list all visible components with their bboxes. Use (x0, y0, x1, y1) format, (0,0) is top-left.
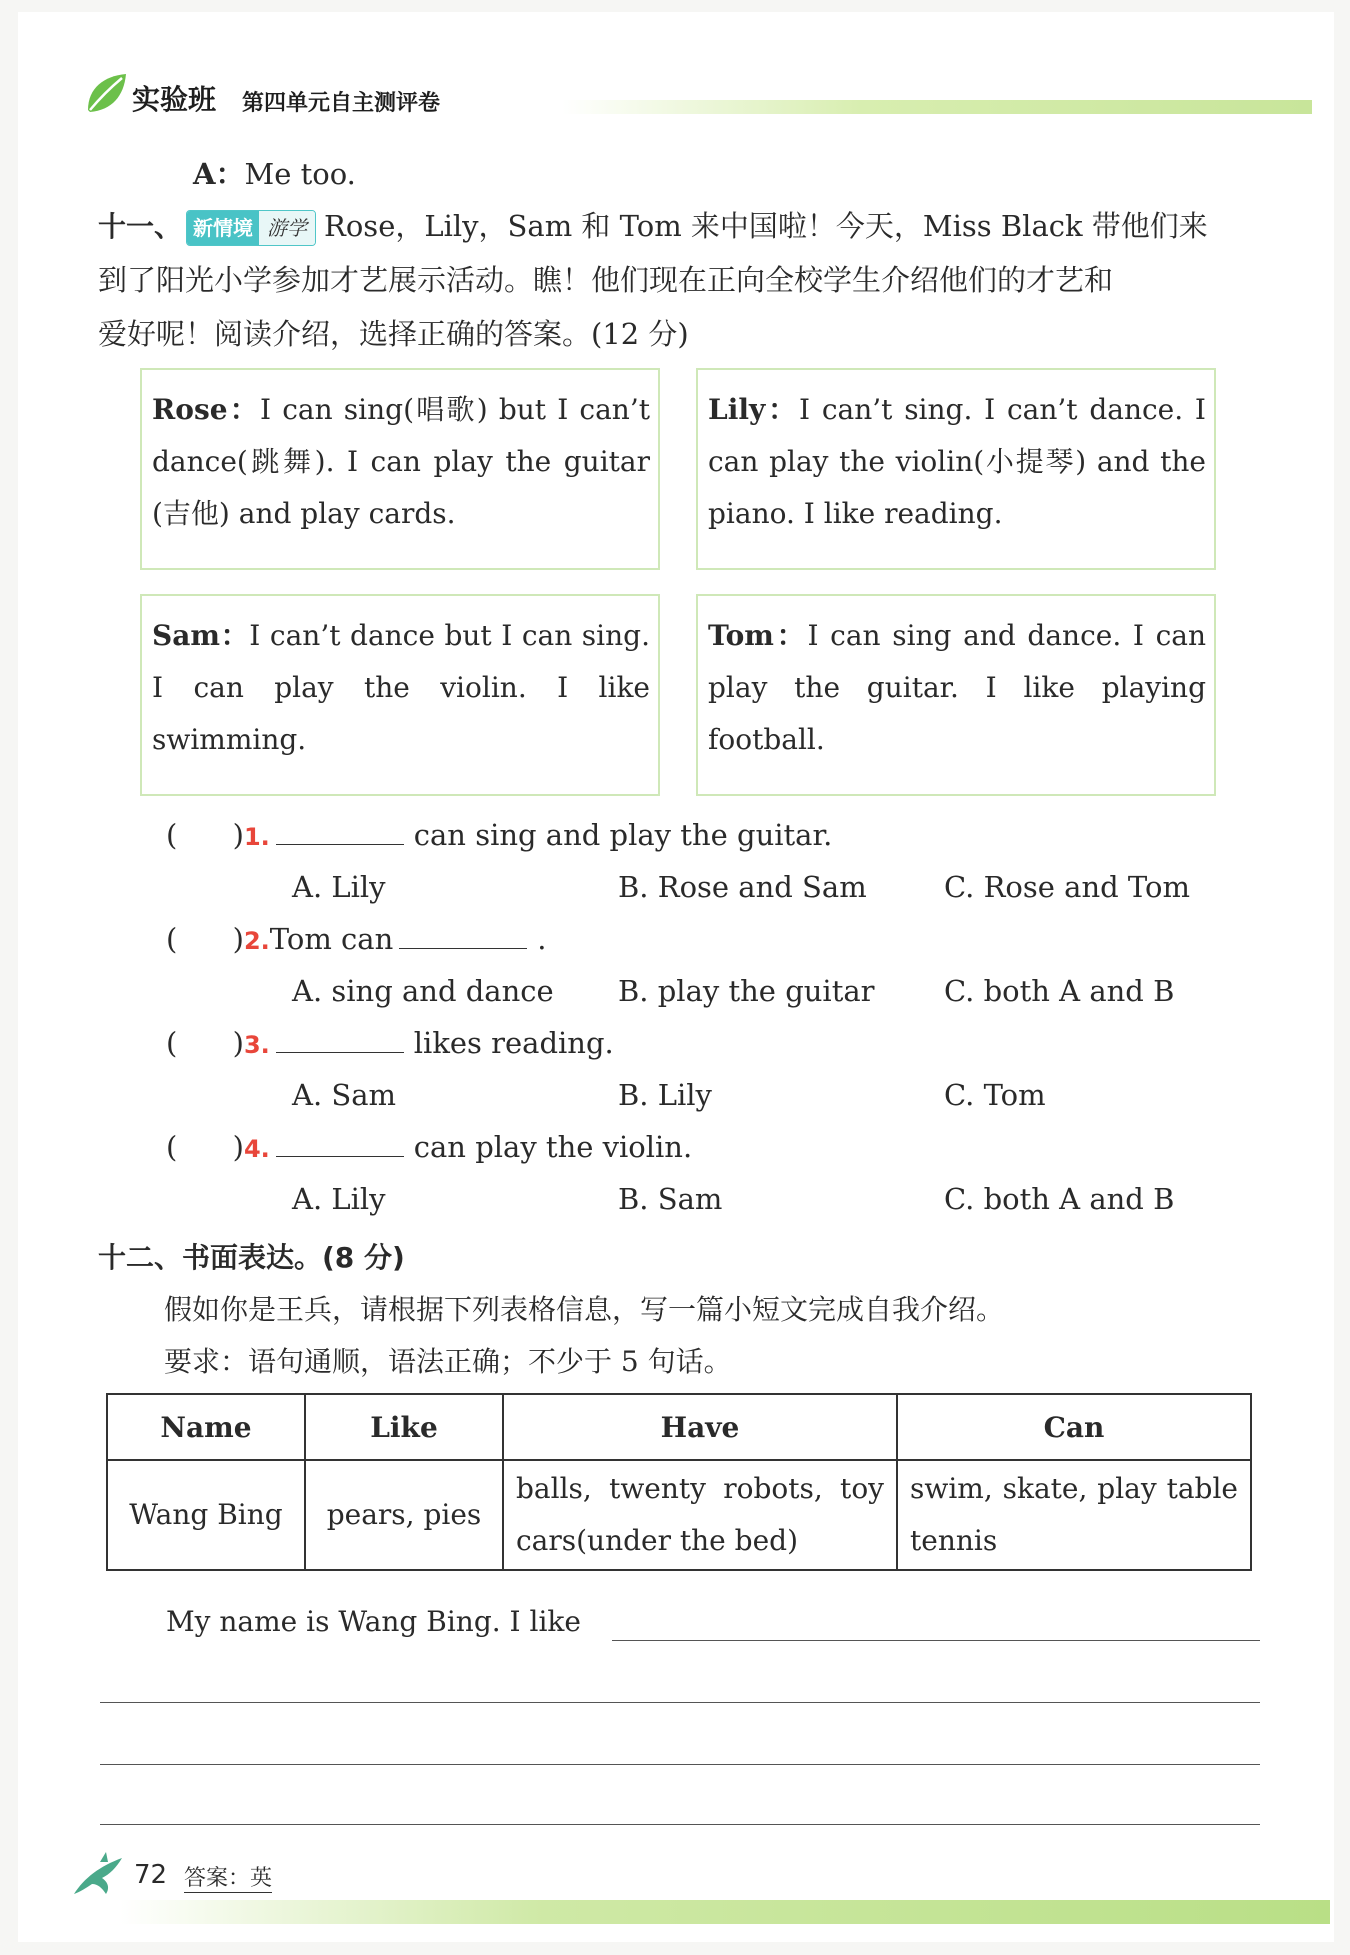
unit-title: 第四单元自主测评卷 (242, 91, 441, 116)
option-c[interactable]: C. both A and B (944, 974, 1175, 1008)
question-suffix: can play the violin. (413, 1130, 693, 1164)
question-number: 1. (243, 823, 270, 851)
answer-blank[interactable] (276, 1028, 404, 1053)
table-header: Can (897, 1394, 1251, 1460)
badge-new: 新情境 (187, 211, 259, 245)
option-a[interactable]: A. Sam (292, 1078, 397, 1112)
option-c[interactable]: C. both A and B (944, 1182, 1175, 1216)
writing-line[interactable] (612, 1640, 1260, 1641)
card-name: Lily： (708, 393, 799, 426)
writing-line[interactable] (100, 1824, 1260, 1825)
answer-bracket[interactable]: ( ) (166, 818, 244, 852)
question-number: 4. (243, 1135, 270, 1163)
writing-starter: My name is Wang Bing. I like (166, 1605, 581, 1638)
card-name: Sam： (152, 619, 250, 652)
question-suffix: can sing and play the guitar. (413, 818, 833, 852)
header-stripe (562, 100, 1312, 114)
card-tom (696, 594, 1216, 796)
section11-number: 十一、 (98, 210, 183, 243)
info-table (106, 1393, 1252, 1571)
option-a[interactable]: A. Lily (292, 1182, 386, 1216)
table-cell: balls, twenty robots, toy cars(under the bed) (503, 1460, 897, 1570)
option-c[interactable]: C. Rose and Tom (944, 870, 1190, 904)
question-number: 2. (243, 927, 270, 955)
option-b[interactable]: B. Lily (618, 1078, 712, 1112)
brand-title: 实验班 (132, 83, 217, 116)
speaker-label: A： (193, 157, 245, 191)
table-cell: pears, pies (305, 1460, 503, 1570)
answer-bracket[interactable]: ( ) (166, 1130, 244, 1164)
section12-title: 十二、书面表达。(8 分) (98, 1241, 405, 1274)
question-prefix: Tom can (269, 922, 394, 956)
answer-blank[interactable] (276, 1132, 404, 1157)
option-c[interactable]: C. Tom (944, 1078, 1046, 1112)
table-header: Like (305, 1394, 503, 1460)
answer-bracket[interactable]: ( ) (166, 1026, 244, 1060)
section11-heading (98, 204, 1208, 246)
writing-line[interactable] (100, 1702, 1260, 1703)
option-b[interactable]: B. Rose and Sam (618, 870, 867, 904)
answer-bracket[interactable]: ( ) (166, 922, 244, 956)
leaf-logo-icon (82, 70, 130, 118)
table-cell: swim, skate, play table tennis (897, 1460, 1251, 1570)
question-1 (166, 818, 832, 852)
option-a[interactable]: A. sing and dance (292, 974, 554, 1008)
intro-line2: 到了阳光小学参加才艺展示活动。瞧！他们现在正向全校学生介绍他们的才艺和 (98, 263, 1114, 297)
option-b[interactable]: B. Sam (618, 1182, 723, 1216)
card-name: Rose： (152, 393, 261, 426)
table-header: Have (503, 1394, 897, 1460)
card-text: I can sing and dance. I can play the guitar. I like playing football. (708, 619, 1206, 756)
answer-label: 答案：英 (184, 1866, 273, 1891)
card-text: I can’t dance but I can sing. I can play the violin. I like swimming. (152, 619, 650, 756)
page-number: 72 (134, 1860, 168, 1890)
answer-blank[interactable] (276, 820, 404, 845)
dolphin-icon (70, 1848, 128, 1898)
speaker-text: Me too. (244, 157, 356, 191)
card-rose (140, 368, 660, 570)
question-3 (166, 1026, 614, 1060)
table-header: Name (107, 1394, 305, 1460)
card-text: I can sing(唱歌) but I can’t dance(跳舞). I can play the guitar (吉他) and play cards. (152, 393, 650, 530)
card-sam (140, 594, 660, 796)
question-2 (166, 922, 546, 956)
option-a[interactable]: A. Lily (292, 870, 386, 904)
card-lily (696, 368, 1216, 570)
question-number: 3. (243, 1031, 270, 1059)
intro-line1: Rose，Lily，Sam 和 Tom 来中国啦！今天，Miss Black 带他们来 (324, 209, 1208, 243)
question-suffix: likes reading. (413, 1026, 614, 1060)
page-header (82, 70, 1322, 130)
option-b[interactable]: B. play the guitar (618, 974, 875, 1008)
question-4 (166, 1130, 692, 1164)
badge-tour: 游学 (259, 211, 315, 245)
footer-stripe (120, 1900, 1330, 1924)
section12-instruction: 假如你是王兵，请根据下列表格信息，写一篇小短文完成自我介绍。 (164, 1293, 1005, 1326)
question-suffix: . (537, 922, 547, 956)
section12-requirement: 要求：语句通顺，语法正确；不少于 5 句话。 (164, 1345, 732, 1378)
writing-line[interactable] (100, 1764, 1260, 1765)
card-name: Tom： (708, 619, 808, 652)
answer-blank[interactable] (399, 924, 527, 949)
card-text: I can’t sing. I can’t dance. I can play the violin(小提琴) and the piano. I like reading. (708, 393, 1206, 530)
table-row (107, 1460, 1251, 1570)
new-context-badge (186, 210, 316, 246)
intro-line3: 爱好呢！阅读介绍，选择正确的答案。(12 分) (98, 317, 689, 351)
prev-answer-line (193, 152, 356, 193)
table-header-row (107, 1394, 1251, 1460)
table-cell: Wang Bing (107, 1460, 305, 1570)
